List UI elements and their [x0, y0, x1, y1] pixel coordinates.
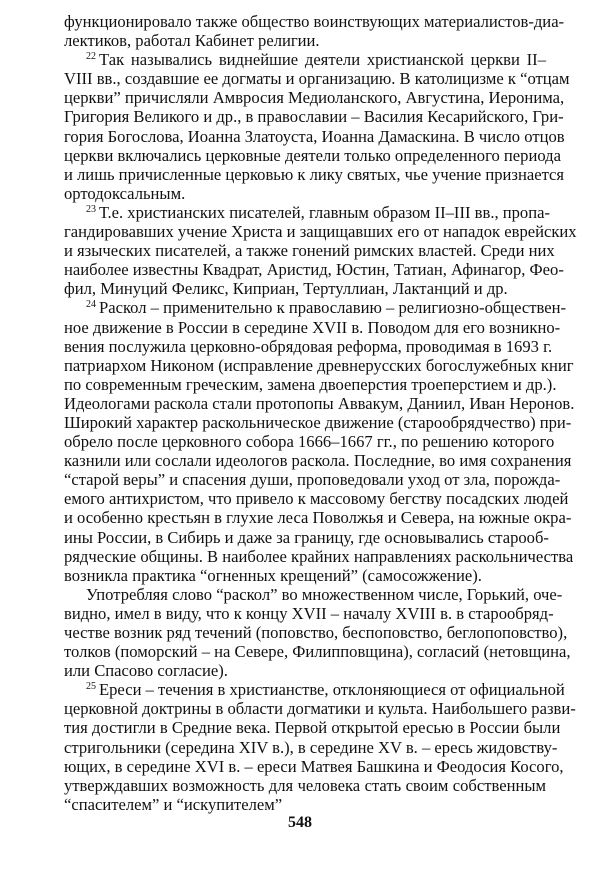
text-line [64, 31, 546, 50]
text-line [64, 12, 565, 31]
footnote-number: 22 [86, 51, 96, 63]
line-text: утверждавших возможность для человека стать своим собственным [64, 775, 546, 795]
line-text: тия достигли в Средние века. Первой открытой ересью в России были [64, 718, 561, 738]
line-text: церкви включались церковные деятели только определенного периода [64, 145, 561, 165]
line-text: казнили или сослали идеологов раскола. Последние, во имя сохранения [64, 451, 572, 471]
footnote-number: 23 [86, 203, 96, 215]
text-line [64, 374, 557, 394]
text-line [64, 432, 555, 452]
text-line [64, 317, 561, 337]
line-text: патриархом Никоном (исправление древнерусских богослужебных книг [64, 355, 574, 375]
text-line [64, 241, 555, 261]
text-line [64, 279, 546, 298]
footnote-24 [64, 298, 575, 585]
line-text: толков (поморский – на Севере, Филипповщина), согласий (нетовщина, [64, 642, 571, 662]
line-text: по современным греческим, замена двоеперстия троеперстием и др.). [64, 374, 557, 394]
footnote-number: 24 [86, 299, 96, 311]
line-text: видно, имел в виду, что к концу XVII – началу XVIII в. в старообряд- [64, 603, 554, 623]
text-line [64, 566, 546, 585]
text-line [64, 451, 572, 471]
line-text: Употребляя слово “раскол” во множественном числе, Горький, оче- [86, 584, 563, 604]
text-line [64, 776, 546, 795]
text-line [64, 642, 571, 662]
text-line [64, 623, 568, 642]
line-text: емого антихристом, что привело к массовому бегству посадских людей [64, 489, 569, 509]
text-line [64, 336, 553, 356]
line-text: и особенно крестьян в глухие леса Поволжья и Севера, на южные окра- [64, 508, 572, 528]
text-line [64, 795, 546, 814]
line-text: Т.е. христианских писателей, главным образом II–III вв., пропа- [99, 202, 551, 222]
text-line [64, 737, 558, 757]
line-text: Григория Великого и др., в православии – Василия Кесарийского, Гри- [64, 107, 564, 127]
line-text: “старой веры” и спасения души, проповедовали уход от зла, порожда- [64, 470, 561, 490]
paragraph [64, 584, 571, 681]
line-text: Идеологами раскола стали протопопы Аввакум, Даниил, Иван Неронов. [64, 393, 575, 413]
text-line [64, 718, 561, 738]
footnote-25 [64, 680, 576, 814]
line-text: честве возник ряд течений (поповство, беспоповство, беглопоповство), [64, 623, 568, 642]
text-line [64, 508, 572, 528]
line-text: Раскол – применительно к православию – религиозно-обществен- [99, 298, 566, 318]
footnote-number: 25 [86, 681, 96, 693]
line-text: возникла практика “огненных крещений” (самосожжение). [64, 565, 482, 585]
text-line [64, 412, 572, 432]
line-text: церкви” причисляли Амвросия Медиоланского, Августина, Иеронима, [64, 88, 565, 108]
line-text: фил, Минуций Феликс, Киприан, Тертуллиан, Лактанций и др. [64, 279, 508, 299]
text-line [64, 69, 570, 89]
line-text: и языческих писателей, а также гонений римских властей. Среди них [64, 241, 555, 261]
text-line [64, 222, 577, 242]
footnote-23 [64, 202, 577, 299]
line-text: Ереси – течения в христианстве, отклоняющиеся от официальной [99, 680, 565, 700]
text-line [64, 680, 565, 700]
page-number: 548 [288, 814, 312, 831]
text-line [64, 546, 574, 566]
text-line [64, 260, 564, 280]
line-text: и лишь причисленные церковью к лику святых, чье учение признается [64, 164, 565, 184]
text-line [64, 355, 574, 375]
text-line [64, 584, 563, 604]
text-line [64, 184, 546, 203]
text-line [64, 107, 564, 127]
text-line [64, 88, 565, 108]
text-line [64, 202, 551, 222]
text-line [64, 699, 576, 719]
line-text: или Спасово согласие). [64, 661, 228, 681]
text-line [64, 164, 565, 184]
line-text: ины России, в Сибирь и даже за границу, где основывались старооб- [64, 527, 549, 547]
line-text: Так назывались виднейшие деятели христианской церкви II– [99, 50, 546, 70]
line-text: церковной доктрины в области догматики и культа. Наибольшего разви- [64, 699, 576, 719]
text-line [64, 661, 546, 680]
text-line [64, 489, 569, 509]
line-text: функционировало также общество воинствующих материалистов-диа- [64, 12, 565, 31]
text-line [64, 145, 561, 165]
text-line [64, 50, 546, 69]
text-line [64, 393, 575, 413]
line-text: стригольники (середина XIV в.), в середине XV в. – ересь жидовству- [64, 737, 558, 757]
paragraph [64, 12, 565, 51]
line-text: ное движение в России в середине XVII в. Поводом для его возникно- [64, 317, 561, 337]
line-text: ортодоксальным. [64, 183, 186, 203]
line-text: гандировавших учение Христа и защищавших его от нападок еврейских [64, 222, 577, 242]
page-body [64, 12, 577, 814]
text-line [64, 527, 549, 547]
footnote-22 [64, 50, 570, 203]
text-line [64, 603, 554, 623]
text-line [64, 126, 565, 146]
line-text: VIII вв., создавшие ее догматы и организацию. В католицизме к “отцам [64, 69, 570, 89]
line-text: Широкий характер раскольническое движение (старообрядчество) при- [64, 412, 572, 432]
line-text: наиболее известны Квадрат, Аристид, Юстин, Татиан, Афинагор, Фео- [64, 260, 564, 280]
line-text: рядческие общины. В наиболее крайних направлениях раскольничества [64, 546, 574, 566]
line-text: лектиков, работал Кабинет религии. [64, 31, 320, 51]
line-text: “спасителем” и “искупителем” [64, 794, 283, 814]
text-line [64, 470, 561, 490]
line-text: вения послужила церковно-обрядовая реформа, проводимая в 1693 г. [64, 336, 553, 356]
line-text: гория Богослова, Иоанна Златоуста, Иоанна Дамаскина. В число отцов [64, 126, 565, 146]
text-line [64, 756, 564, 776]
line-text: ющих, в середине XVI в. – ереси Матвея Башкина и Феодосия Косого, [64, 756, 564, 776]
text-line [64, 298, 566, 318]
line-text: обрело после церковного собора 1666–1667 гг., по решению которого [64, 432, 555, 452]
